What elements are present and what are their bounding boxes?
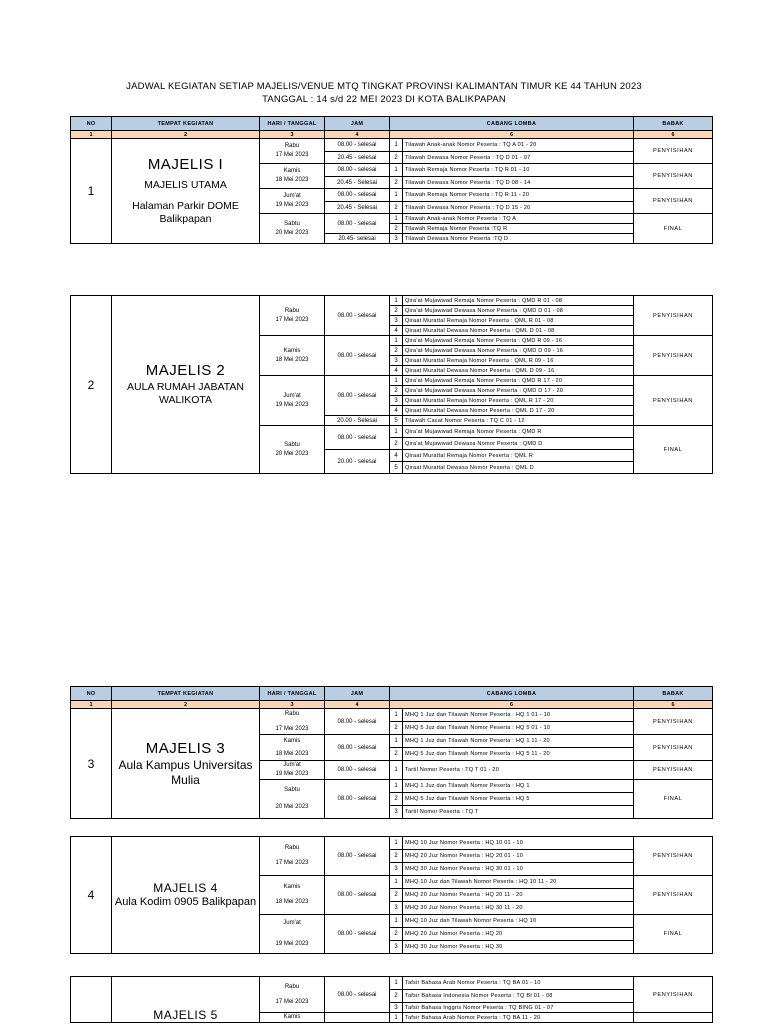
time-cell: 08.00 - selesai — [325, 977, 390, 1013]
row-index: 2 — [390, 928, 403, 941]
time-cell: 08.00 - selesai — [325, 214, 390, 234]
competition-cell: Tafsir Bahasa Arab Nomor Peserta : TQ BA 11 - 20 — [403, 1013, 634, 1023]
header-hari: HARI / TANGGAL — [260, 117, 325, 131]
date-label: 17 Mei 2023 — [275, 725, 309, 732]
day-label: Rabu — [284, 143, 300, 149]
row-index: 2 — [390, 202, 403, 214]
colnum: 3 — [260, 131, 325, 139]
time-cell: 08.00 - selesai — [325, 296, 390, 336]
competition-cell: MHQ 20 Juz Nomor Peserta : HQ 20 — [403, 928, 634, 941]
competition-cell: Qira'at Mujawwad Remaja Nomor Peserta : QMD R 17 - 20 — [403, 376, 634, 386]
row-index: 1 — [390, 1013, 403, 1023]
competition-cell: MHQ 10 Juz Nomor Peserta : HQ 10 01 - 10 — [403, 837, 634, 850]
colnum: 6 — [390, 701, 634, 709]
day-label: Rabu — [284, 845, 300, 851]
row-index: 3 — [390, 902, 403, 915]
time-cell: 20.45 - Selesai — [325, 177, 390, 189]
header-cabang: CABANG LOMBA — [390, 687, 634, 701]
column-number-row — [71, 701, 713, 709]
day-label: Rabu — [284, 983, 300, 990]
date-label: 17 Mei 2023 — [275, 860, 309, 866]
competition-cell: MHQ 1 Juz dan Tilawah Nomor Peserta : HQ 1 01 - 10 — [403, 709, 634, 722]
time-cell — [325, 1013, 390, 1023]
majelis-number: 4 — [71, 837, 112, 954]
round-cell: PENYISIHAN — [634, 735, 713, 761]
day-label: Sabtu — [284, 787, 300, 793]
table-header-row — [71, 687, 713, 701]
competition-cell: Tilawah Remaja Nomor Peserta : TQ R 11 - 20 — [403, 189, 634, 202]
row-index: 4 — [390, 366, 403, 376]
day-label: Rabu — [284, 307, 300, 314]
day-date-cell — [260, 915, 325, 954]
row-index: 4 — [390, 326, 403, 336]
date-label: 20 Mei 2023 — [275, 804, 309, 810]
competition-cell: MHQ 30 Juz Nomor Peserta : HQ 30 01 - 10 — [403, 863, 634, 876]
round-cell: PENYISIHAN — [634, 139, 713, 164]
row-index: 1 — [390, 735, 403, 748]
time-cell: 08.00 - selesai — [325, 139, 390, 152]
day-date-cell — [260, 189, 325, 214]
competition-cell: MHQ 5 Juz dan Tilawah Nomor Peserta : HQ 5 — [403, 793, 634, 806]
day-label: Rabu — [284, 710, 300, 717]
competition-cell: Tilawah Dewasa Nomor Peserta :TQ D — [403, 234, 634, 244]
document-title: JADWAL KEGIATAN SETIAP MAJELIS/VENUE MTQ TINGKAT PROVINSI KALIMANTAN TIMUR KE 44 TAHUN 2023 — [126, 81, 642, 92]
row-index: 2 — [390, 386, 403, 396]
competition-cell: Qiraat Murattal Dewasa Nomor Peserta : QML D — [403, 462, 634, 474]
day-label: Kamis — [283, 168, 301, 174]
majelis-name: MAJELIS 2 — [145, 362, 226, 379]
row-index: 2 — [390, 990, 403, 1003]
row-index: 1 — [390, 376, 403, 386]
date-label: 17 Mei 2023 — [275, 998, 309, 1005]
row-index: 4 — [390, 450, 403, 462]
schedule-table-2c — [70, 976, 713, 1023]
column-number-row — [71, 131, 713, 139]
row-index: 1 — [390, 426, 403, 438]
competition-cell: Tilawah Remaja Nomor Peserta :TQ R — [403, 224, 634, 234]
competition-cell: Qiraat Murattal Dewasa Nomor Peserta : QML D 17 - 20 — [403, 406, 634, 416]
row-index: 1 — [390, 837, 403, 850]
venue-location: Halaman Parkir DOME Balikpapan — [132, 200, 239, 225]
competition-cell: MHQ 10 Juz dan Tilawah Nomor Peserta : HQ 10 — [403, 915, 634, 928]
table-row — [71, 977, 713, 990]
round-cell: PENYISIHAN — [634, 376, 713, 426]
date-label: 17 Mei 2023 — [275, 316, 309, 323]
competition-cell: Tilawah Cacat Nomor Peserta : TQ C 01 - 12 — [403, 416, 634, 426]
schedule-table-1 — [70, 116, 713, 244]
day-label: Sabtu — [284, 441, 300, 448]
round-cell: PENYISIHAN — [634, 336, 713, 376]
round-cell: FINAL — [634, 214, 713, 244]
majelis-name: MAJELIS 4 — [153, 881, 218, 895]
day-date-cell — [260, 1013, 325, 1023]
header-babak: BABAK — [634, 117, 713, 131]
date-label: 17 Mei 2023 — [275, 152, 309, 158]
day-label: Kamis — [283, 884, 301, 890]
row-index: 2 — [390, 152, 403, 164]
row-index: 3 — [390, 356, 403, 366]
row-index: 3 — [390, 316, 403, 326]
venue-cell — [112, 709, 260, 819]
header-cabang: CABANG LOMBA — [390, 117, 634, 131]
document-subtitle: TANGGAL : 14 s/d 22 MEI 2023 DI KOTA BALIKPAPAN — [262, 94, 506, 105]
time-cell: 08.00 - selesai — [325, 336, 390, 376]
schedule-table-1b — [70, 295, 713, 474]
row-index: 1 — [390, 296, 403, 306]
day-label: Kamis — [283, 347, 301, 354]
competition-cell: Tilawah Dewasa Nomor Peserta : TQ D 15 - 20 — [403, 202, 634, 214]
table-row — [71, 296, 713, 306]
venue-cell — [112, 139, 260, 244]
time-cell: 20.00 - Selesai — [325, 416, 390, 426]
row-index: 3 — [390, 806, 403, 819]
time-cell: 08.00 - selesai — [325, 915, 390, 954]
row-index: 1 — [390, 761, 403, 780]
header-tempat: TEMPAT KEGIATAN — [112, 687, 260, 701]
time-cell: 08.00 - selesai — [325, 189, 390, 202]
majelis-name: MAJELIS 5 — [153, 1008, 218, 1022]
row-index: 1 — [390, 977, 403, 990]
colnum: 2 — [112, 701, 260, 709]
day-label: Sabtu — [284, 220, 300, 227]
day-date-cell — [260, 164, 325, 189]
day-label: Jum'at — [283, 920, 301, 926]
competition-cell: MHQ 1 Juz dan Tilawah Nomor Peserta : HQ 1 — [403, 780, 634, 793]
header-no: NO — [71, 687, 112, 701]
day-date-cell — [260, 761, 325, 780]
time-cell: 08.00 - selesai — [325, 709, 390, 735]
day-date-cell — [260, 780, 325, 819]
competition-cell: Qira'at Mujawwad Dewasa Nomor Peserta : QMD D — [403, 438, 634, 450]
row-index: 3 — [390, 1003, 403, 1013]
majelis-number: 2 — [71, 296, 112, 474]
venue-subtitle: Aula Kodim 0905 Balikpapan — [114, 896, 257, 908]
row-index: 4 — [390, 406, 403, 416]
time-cell: 08.00 - selesai — [325, 376, 390, 416]
time-cell: 20.45- selesai — [325, 234, 390, 244]
competition-cell: Tilawah Anak-anak Nomor Peserta : TQ A 01 - 20 — [403, 139, 634, 152]
header-hari: HARI / TANGGAL — [260, 687, 325, 701]
competition-cell: Tafsir Bahasa Indonesia Nomor Peserta : TQ BI 01 - 08 — [403, 990, 634, 1003]
row-index: 3 — [390, 396, 403, 406]
row-index: 1 — [390, 139, 403, 152]
colnum: 4 — [325, 131, 390, 139]
majelis-number — [71, 977, 112, 1023]
round-cell: FINAL — [634, 780, 713, 819]
row-index: 1 — [390, 780, 403, 793]
competition-cell: MHQ 20 Juz Nomor Peserta : HQ 20 01 - 10 — [403, 850, 634, 863]
date-label: 20 Mei 2023 — [275, 450, 309, 457]
date-label: 18 Mei 2023 — [275, 356, 309, 363]
day-date-cell — [260, 336, 325, 376]
header-babak: BABAK — [634, 687, 713, 701]
competition-cell: Qiraat Murattal Remaja Nomor Peserta : QML R 09 - 16 — [403, 356, 634, 366]
date-label: 18 Mei 2023 — [275, 899, 309, 905]
round-cell: PENYISIHAN — [634, 164, 713, 189]
time-cell: 08.00 - selesai — [325, 876, 390, 915]
round-cell — [634, 1013, 713, 1023]
competition-cell: MHQ 5 Juz dan Tilawah Nomor Peserta : HQ 5 11 - 20 — [403, 748, 634, 761]
row-index: 3 — [390, 941, 403, 954]
day-date-cell — [260, 837, 325, 876]
competition-cell: Qira'at Mujawwad Dewasa Nomor Peserta : QMD D 01 - 08 — [403, 306, 634, 316]
competition-cell: Qiraat Murattal Dewasa Nomor Peserta : QML D 01 - 08 — [403, 326, 634, 336]
row-index: 2 — [390, 306, 403, 316]
competition-cell: Qiraat Murattal Remaja Nomor Peserta : QML R 17 - 20 — [403, 396, 634, 406]
schedule-table-2 — [70, 686, 713, 819]
competition-cell: Qira'at Mujawwad Dewasa Nomor Peserta : QMD D 09 - 16 — [403, 346, 634, 356]
row-index: 1 — [390, 915, 403, 928]
competition-cell: Qira'at Mujawwad Dewasa Nomor Peserta : QMD D 17 - 20 — [403, 386, 634, 396]
competition-cell: MHQ 20 Juz Nomor Peserta : HQ 20 11 - 20 — [403, 889, 634, 902]
competition-cell: Tilawah Anak-anak Nomor Peserta : TQ A — [403, 214, 634, 224]
day-date-cell — [260, 735, 325, 761]
row-index: 2 — [390, 438, 403, 450]
day-date-cell — [260, 426, 325, 474]
majelis-name: MAJELIS 3 — [145, 739, 226, 757]
colnum: 1 — [71, 131, 112, 139]
competition-cell: Qiraat Murattal Remaja Nomor Peserta : QML R 01 - 08 — [403, 316, 634, 326]
venue-subtitle: Aula Kampus Universitas Mulia — [118, 757, 253, 787]
row-index: 1 — [390, 214, 403, 224]
header-tempat: TEMPAT KEGIATAN — [112, 117, 260, 131]
majelis-number: 3 — [71, 709, 112, 819]
time-cell: 08.00 - selesai — [325, 761, 390, 780]
round-cell: PENYISIHAN — [634, 761, 713, 780]
row-index: 2 — [390, 722, 403, 735]
row-index: 3 — [390, 863, 403, 876]
header-jam: JAM — [325, 687, 390, 701]
date-label: 18 Mei 2023 — [275, 750, 309, 757]
time-cell: 08.00 - selesai — [325, 735, 390, 761]
round-cell: PENYISIHAN — [634, 709, 713, 735]
competition-cell: Tartil Nomor Peserta : TQ T — [403, 806, 634, 819]
row-index: 1 — [390, 164, 403, 177]
date-label: 18 Mei 2023 — [275, 177, 309, 183]
date-label: 19 Mei 2023 — [275, 202, 309, 208]
majelis-number: 1 — [71, 139, 112, 244]
colnum: 3 — [260, 701, 325, 709]
round-cell: FINAL — [634, 915, 713, 954]
row-index: 2 — [390, 889, 403, 902]
day-label: Jum'at — [283, 392, 301, 399]
row-index: 2 — [390, 850, 403, 863]
row-index: 1 — [390, 709, 403, 722]
venue-cell — [112, 837, 260, 954]
time-cell: 20.45 - Selesai — [325, 202, 390, 214]
competition-cell: Qira'at Mujawwad Remaja Nomor Peserta : QMD R 01 - 08 — [403, 296, 634, 306]
colnum: 6 — [390, 131, 634, 139]
competition-cell: MHQ 10 Juz dan Tilawah Nomor Peserta : HQ 10 11 - 20 — [403, 876, 634, 889]
date-label: 19 Mei 2023 — [275, 401, 309, 408]
colnum: 2 — [112, 131, 260, 139]
day-label: Jum'at — [283, 762, 301, 768]
competition-cell: MHQ 1 Juz dan Tilawah Nomor Peserta : HQ 1 11 - 20 — [403, 735, 634, 748]
colnum: 6 — [634, 131, 713, 139]
time-cell: 08.00 - selesai — [325, 426, 390, 450]
colnum: 6 — [634, 701, 713, 709]
round-cell: FINAL — [634, 426, 713, 474]
venue-subtitle: AULA RUMAH JABATAN WALIKOTA — [127, 381, 244, 406]
competition-cell: Qiraat Murattal Remaja Nomor Peserta : QML R — [403, 450, 634, 462]
round-cell: PENYISIHAN — [634, 296, 713, 336]
table-row — [71, 139, 713, 152]
time-cell: 08.00 - selesai — [325, 837, 390, 876]
row-index: 2 — [390, 748, 403, 761]
row-index: 5 — [390, 462, 403, 474]
day-label: Kamis — [283, 737, 301, 744]
competition-cell: Qiraat Murattal Dewasa Nomor Peserta : QML D 09 - 16 — [403, 366, 634, 376]
row-index: 2 — [390, 346, 403, 356]
round-cell: PENYISIHAN — [634, 977, 713, 1013]
competition-cell: Tartil Nomor Peserta : TQ T 01 - 20 — [403, 761, 634, 780]
date-label: 20 Mei 2023 — [275, 229, 309, 236]
date-label: 19 Mei 2023 — [275, 941, 309, 947]
competition-cell: Tilawah Dewasa Nomor Peserta : TQ D 08 - 14 — [403, 177, 634, 189]
competition-cell: MHQ 30 Juz Nomor Peserta : HQ 30 11 - 20 — [403, 902, 634, 915]
day-date-cell — [260, 214, 325, 244]
competition-cell: MHQ 5 Juz dan Tilawah Nomor Peserta : HQ 5 01 - 10 — [403, 722, 634, 735]
competition-cell: Tafsir Bahasa Arab Nomor Peserta : TQ BA 01 - 10 — [403, 977, 634, 990]
competition-cell: Tafsir Bahasa Inggris Nomor Peserta : TQ BING 01 - 07 — [403, 1003, 634, 1013]
day-date-cell — [260, 376, 325, 426]
day-date-cell — [260, 139, 325, 164]
row-index: 1 — [390, 876, 403, 889]
round-cell: PENYISIHAN — [634, 876, 713, 915]
colnum: 4 — [325, 701, 390, 709]
header-jam: JAM — [325, 117, 390, 131]
table-header-row — [71, 117, 713, 131]
table-row — [71, 837, 713, 850]
day-label: Kamis — [283, 1014, 301, 1020]
competition-cell: Tilawah Dewasa Nomor Peserta : TQ D 01 - 07 — [403, 152, 634, 164]
row-index: 2 — [390, 177, 403, 189]
day-date-cell — [260, 977, 325, 1013]
competition-cell: MHQ 30 Juz Nomor Peserta : HQ 30 — [403, 941, 634, 954]
round-cell: PENYISIHAN — [634, 189, 713, 214]
venue-subtitle: MAJELIS UTAMA — [144, 179, 227, 191]
time-cell: 20.45 - selesai — [325, 152, 390, 164]
row-index: 1 — [390, 336, 403, 346]
time-cell: 20.00 - selesai — [325, 450, 390, 474]
venue-cell — [112, 296, 260, 474]
colnum: 1 — [71, 701, 112, 709]
day-date-cell — [260, 876, 325, 915]
majelis-name: MAJELIS I — [147, 156, 224, 173]
venue-cell — [112, 977, 260, 1023]
row-index: 1 — [390, 189, 403, 202]
row-index: 2 — [390, 224, 403, 234]
competition-cell: Qira'at Mujawwad Remaja Nomor Peserta : QMD R — [403, 426, 634, 438]
schedule-table-2b — [70, 836, 713, 954]
row-index: 5 — [390, 416, 403, 426]
table-row — [71, 709, 713, 722]
round-cell: PENYISIHAN — [634, 837, 713, 876]
competition-cell: Tilawah Remaja Nomor Peserta : TQ R 01 - 10 — [403, 164, 634, 177]
day-date-cell — [260, 296, 325, 336]
row-index: 2 — [390, 793, 403, 806]
header-no: NO — [71, 117, 112, 131]
day-date-cell — [260, 709, 325, 735]
competition-cell: Qira'at Mujawwad Remaja Nomor Peserta : QMD R 09 - 16 — [403, 336, 634, 346]
row-index: 3 — [390, 234, 403, 244]
date-label: 19 Mei 2023 — [275, 771, 309, 777]
time-cell: 08.00 - selesai — [325, 164, 390, 177]
day-label: Jum'at — [283, 193, 301, 199]
time-cell: 08.00 - selesai — [325, 780, 390, 819]
